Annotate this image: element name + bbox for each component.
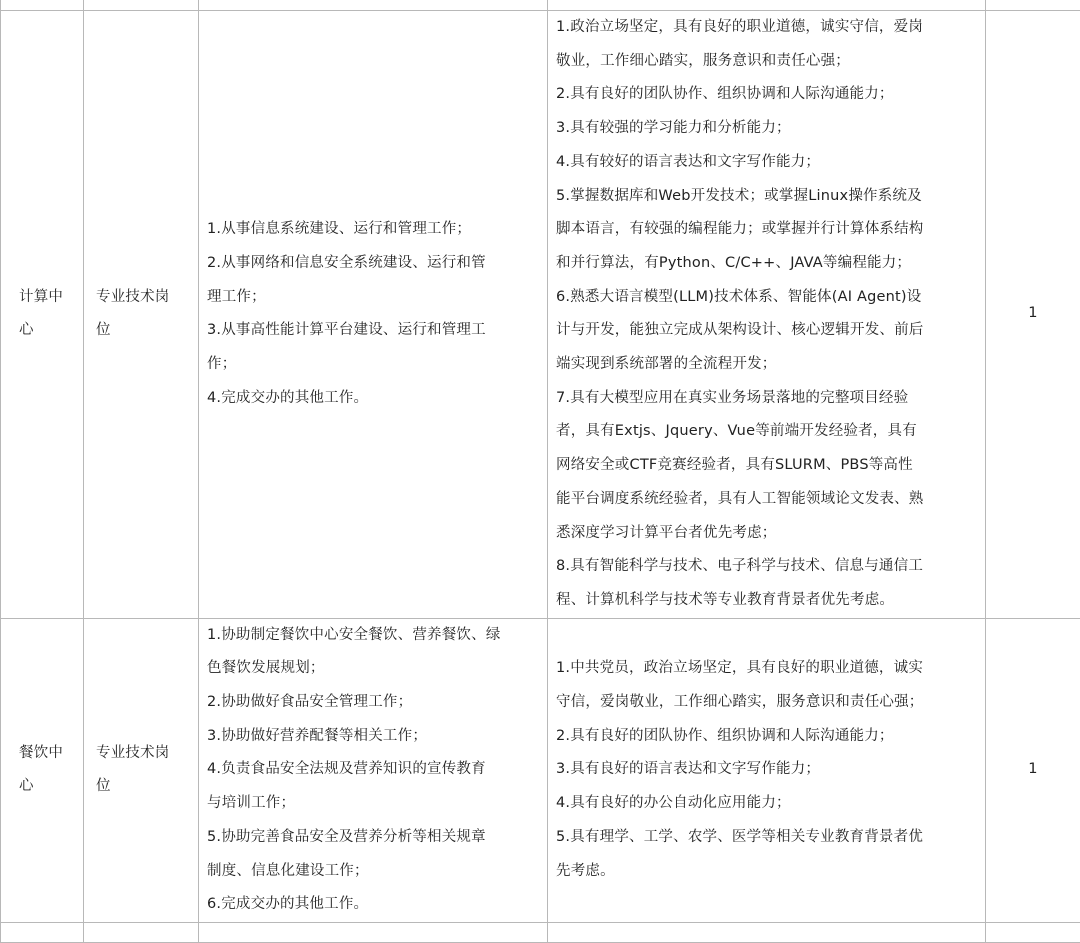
- requirement-line: 程、计算机科学与技术等专业教育背景者优先考虑。: [556, 584, 979, 618]
- position-type-text: 位: [96, 770, 190, 804]
- requirement-line: 3.具有良好的语言表达和文字写作能力；: [556, 753, 979, 787]
- headcount-value: 1: [1028, 305, 1037, 321]
- duties-cell: [199, 618, 548, 922]
- table-row-next-stub: [1, 922, 1080, 942]
- department-cell: [1, 11, 84, 619]
- requirement-line: 能平台调度系统经验者，具有人工智能领域论文发表、熟: [556, 483, 979, 517]
- requirement-line: 和并行算法，有Python、C/C++、JAVA等编程能力；: [556, 247, 979, 281]
- requirement-line: 5.掌握数据库和Web开发技术；或掌握Linux操作系统及: [556, 180, 979, 214]
- stub-cell: [84, 922, 199, 942]
- duty-line: 制度、信息化建设工作；: [207, 855, 539, 889]
- department-text: 计算中: [19, 281, 75, 315]
- requirement-line: 6.熟悉大语言模型(LLM)技术体系、智能体(AI Agent)设: [556, 281, 979, 315]
- requirement-line: 3.具有较强的学习能力和分析能力；: [556, 112, 979, 146]
- table-row: [1, 618, 1080, 922]
- requirement-line: 先考虑。: [556, 855, 979, 889]
- duty-line: 1.从事信息系统建设、运行和管理工作；: [207, 213, 539, 247]
- duty-line: 作；: [207, 348, 539, 382]
- duty-line: 色餐饮发展规划；: [207, 652, 539, 686]
- department-text: 心: [19, 770, 75, 804]
- position-type-cell: [84, 11, 199, 619]
- duty-line: 4.负责食品安全法规及营养知识的宣传教育: [207, 753, 539, 787]
- duty-line: 理工作；: [207, 281, 539, 315]
- requirement-line: 敬业，工作细心踏实，服务意识和责任心强；: [556, 45, 979, 79]
- duty-line: 6.完成交办的其他工作。: [207, 888, 539, 922]
- requirement-line: 4.具有较好的语言表达和文字写作能力；: [556, 146, 979, 180]
- stub-cell: [1, 0, 84, 11]
- position-type-text: 专业技术岗: [96, 737, 190, 771]
- requirement-line: 2.具有良好的团队协作、组织协调和人际沟通能力；: [556, 720, 979, 754]
- requirement-line: 2.具有良好的团队协作、组织协调和人际沟通能力；: [556, 78, 979, 112]
- headcount-value: 1: [1028, 761, 1037, 777]
- requirement-line: 1.政治立场坚定，具有良好的职业道德，诚实守信，爱岗: [556, 11, 979, 45]
- department-cell: [1, 618, 84, 922]
- stub-cell: [548, 922, 986, 942]
- requirements-cell: [548, 11, 986, 619]
- requirement-line: 计与开发，能独立完成从架构设计、核心逻辑开发、前后: [556, 314, 979, 348]
- requirement-line: 脚本语言，有较强的编程能力；或掌握并行计算体系结构: [556, 213, 979, 247]
- stub-cell: [199, 0, 548, 11]
- requirements-cell: [548, 618, 986, 922]
- requirement-line: 1.中共党员，政治立场坚定，具有良好的职业道德，诚实: [556, 652, 979, 686]
- requirement-line: 网络安全或CTF竞赛经验者，具有SLURM、PBS等高性: [556, 449, 979, 483]
- stub-cell: [84, 0, 199, 11]
- requirement-line: 端实现到系统部署的全流程开发；: [556, 348, 979, 382]
- department-text: 餐饮中: [19, 737, 75, 771]
- duties-cell: [199, 11, 548, 619]
- requirement-line: 7.具有大模型应用在真实业务场景落地的完整项目经验: [556, 382, 979, 416]
- duty-line: 2.从事网络和信息安全系统建设、运行和管: [207, 247, 539, 281]
- stub-cell: [1, 922, 84, 942]
- position-type-text: 专业技术岗: [96, 281, 190, 315]
- duty-line: 2.协助做好食品安全管理工作；: [207, 686, 539, 720]
- table-row-previous-stub: [1, 0, 1080, 11]
- headcount-cell: [986, 618, 1080, 922]
- department-text: 心: [19, 314, 75, 348]
- stub-cell: [548, 0, 986, 11]
- requirement-line: 4.具有良好的办公自动化应用能力；: [556, 787, 979, 821]
- duty-line: 3.从事高性能计算平台建设、运行和管理工: [207, 314, 539, 348]
- stub-cell: [986, 922, 1080, 942]
- table-row: [1, 11, 1080, 619]
- position-type-cell: [84, 618, 199, 922]
- duty-line: 3.协助做好营养配餐等相关工作；: [207, 720, 539, 754]
- requirement-line: 悉深度学习计算平台者优先考虑；: [556, 517, 979, 551]
- duty-line: 与培训工作；: [207, 787, 539, 821]
- headcount-cell: [986, 11, 1080, 619]
- position-type-text: 位: [96, 314, 190, 348]
- requirement-line: 5.具有理学、工学、农学、医学等相关专业教育背景者优: [556, 821, 979, 855]
- stub-cell: [199, 922, 548, 942]
- stub-cell: [986, 0, 1080, 11]
- duty-line: 5.协助完善食品安全及营养分析等相关规章: [207, 821, 539, 855]
- requirement-line: 者，具有Extjs、Jquery、Vue等前端开发经验者，具有: [556, 415, 979, 449]
- requirement-line: 8.具有智能科学与技术、电子科学与技术、信息与通信工: [556, 550, 979, 584]
- requirement-line: 守信，爱岗敬业，工作细心踏实，服务意识和责任心强；: [556, 686, 979, 720]
- duty-line: 1.协助制定餐饮中心安全餐饮、营养餐饮、绿: [207, 619, 539, 653]
- duty-line: 4.完成交办的其他工作。: [207, 382, 539, 416]
